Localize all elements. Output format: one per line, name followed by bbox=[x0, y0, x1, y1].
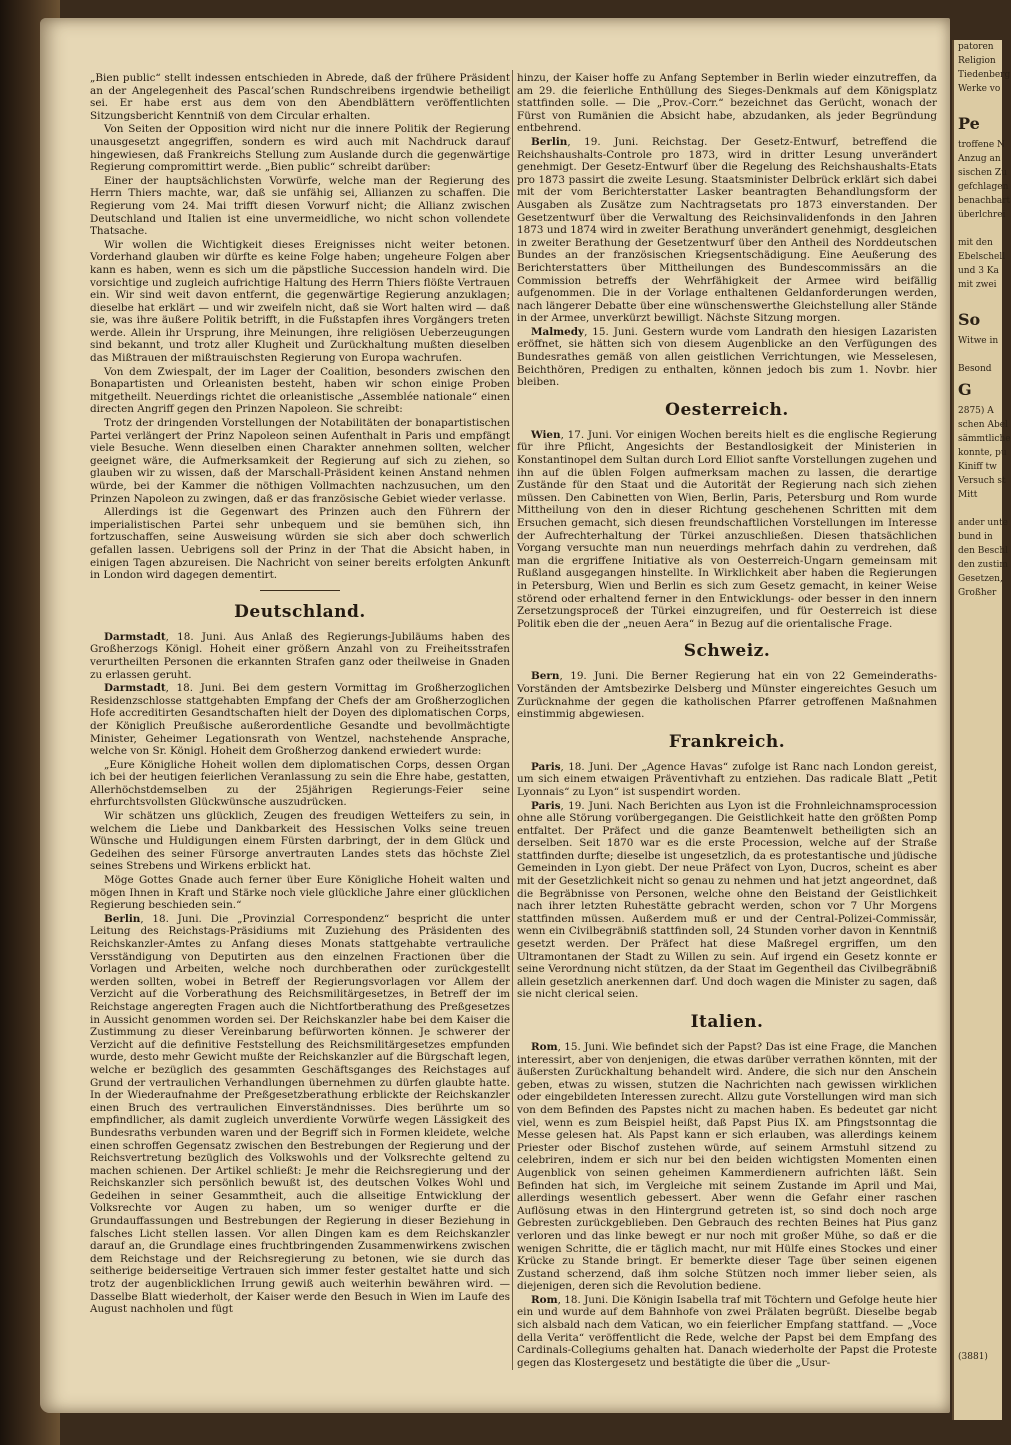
adjacent-page-fragment: So bbox=[958, 310, 981, 329]
adjacent-page-fragment bbox=[954, 96, 1002, 110]
corner-mark: (3881) bbox=[958, 1352, 988, 1362]
article-paragraph: „Bien public“ stellt indessen entschieden in Abrede, daß der frühere Präsident an der Angelegenheit des Pascal’schen Rundschreibens irgendwie betheiligt sei. Er habe erst aus dem von den Abendblättern veröffentlichten Sitzungsbericht Kenntniß von dem Circular erhalten. bbox=[90, 72, 510, 122]
adjacent-page-fragment: und 3 Ka bbox=[958, 266, 999, 276]
adjacent-page-fragment: schen Abel bbox=[958, 420, 1008, 430]
article-paragraph: Wir schätzen uns glücklich, Zeugen des freudigen Wetteifers zu sein, in welchem die Liebe und Dankbarkeit des Hessischen Volks seine treuen Wünsche und Huldigungen einem Fürsten darbringt, der in dem Glück und Gedeihen des seiner Fürsorge anvertrauten Landes stets das höchste Ziel seines Strebens und Wirkens erblickt hat. bbox=[90, 810, 510, 873]
article-paragraph: Malmedy, 15. Juni. Gestern wurde vom Landrath den hiesigen Lazaristen eröffnet, sie hätten sich von diesem Augenblicke an den Verfügungen des Bundesrathes gemäß von allen geistlichen Verrichtungen, wie Messelesen, Beichthören, Predigen zu enthalten, können jedoch bis zum 1. Novbr. hier bleiben. bbox=[517, 325, 937, 389]
article-paragraph: Bern, 19. Juni. Die Berner Regierung hat ein von 22 Gemeinderaths-Vorständen der Amtsbezirke Delsberg und Münster eingereichtes Gesuch um Zurücknahme der gegen die katholischen Pfarrer getroffenen Maßnahmen einstimmig abgewiesen. bbox=[517, 670, 937, 721]
dateline: Rom bbox=[531, 1293, 558, 1306]
left-bottom-paragraphs bbox=[90, 631, 510, 1316]
right-top-paragraphs bbox=[517, 72, 937, 389]
section-title-frankreich: Frankreich. bbox=[668, 731, 786, 752]
article-paragraph: Darmstadt, 18. Juni. Aus Anlaß des Regierungs-Jubiläums haben des Großherzogs Königl. Hoheit einer größern Anzahl von zu Freiheitsstrafen verurtheilten Personen die erkannten Strafen ganz oder theilweise in Gnaden zu erlassen geruht. bbox=[90, 630, 510, 681]
article-paragraph: Allerdings ist die Gegenwart des Prinzen auch den Führern der imperialistischen Partei sehr unbequem und sie bemühen sich, ihn fortzuschaffen, seine Ausweisung würden sie sich aber doch schwerlich gefallen lassen. Uebrigens soll der Prinz in der That die Absicht haben, in einigen Tagen abzureisen. Die Nachricht von seiner bereits erfolgten Ankunft in London wird dagegen dementirt. bbox=[90, 506, 510, 582]
article-paragraph: Möge Gottes Gnade auch ferner über Eure Königliche Hoheit walten und mögen Ihnen in Kraft und Stärke noch viele glückliche Jahre einer glücklichen Regierung beschieden sein.“ bbox=[90, 874, 510, 912]
dateline: Berlin bbox=[531, 135, 568, 148]
adjacent-page-fragment: gefchlagen bbox=[958, 182, 1009, 192]
article-paragraph: Darmstadt, 18. Juni. Bei dem gestern Vormittag im Großherzoglichen Residenzschlosse stattgehabten Empfang der Chefs der am Großherzoglichen Hofe accreditirten Gesandtschaften hielt der Doyen des diplomatischen Corps, der Königlich Preußische außerordentliche Gesandte und bevollmächtigte Minister, Geheimer Legationsrath von Wentzel, nachstehende Ansprache, welche von Sr. Königl. Hoheit dem Großherzog dankend erwiedert wurde: bbox=[90, 682, 510, 758]
dateline: Malmedy bbox=[531, 325, 585, 338]
right-column bbox=[517, 72, 937, 1370]
adjacent-page-fragment: Religion bbox=[958, 56, 996, 66]
adjacent-page-fragment: benachbart bbox=[958, 196, 1011, 206]
schweiz-paragraphs bbox=[517, 670, 937, 720]
adjacent-page-fragment: Versuch st bbox=[958, 476, 1006, 486]
article-paragraph: Von dem Zwiespalt, der im Lager der Coalition, besonders zwischen den Bonapartisten und Orleanisten besteht, haben wir schon einige Proben mitgetheilt. Neuerdings richtet die orleanistische „Assemblée nationale“ einen directen Angriff gegen den Prinzen Napoleon. Sie schreibt: bbox=[90, 365, 510, 416]
section-divider bbox=[260, 590, 340, 591]
dateline: Paris bbox=[531, 760, 561, 773]
section-title-schweiz: Schweiz. bbox=[683, 641, 771, 662]
adjacent-page-fragment: mit den bbox=[958, 238, 993, 248]
adjacent-page-fragment: den Beschl bbox=[958, 546, 1009, 556]
adjacent-page-fragment bbox=[954, 222, 1002, 236]
dateline: Bern bbox=[531, 670, 560, 683]
left-column bbox=[90, 72, 510, 1317]
italien-paragraphs bbox=[517, 1041, 937, 1369]
article-paragraph: Rom, 15. Juni. Wie befindet sich der Papst? Das ist eine Frage, die Manchen interessirt, aber von denjenigen, die etwas darüber verrathen könnten, mit der äußersten Zurückhaltung behandelt wird. Andere, die sich nur den Anschein geben, etwas zu wissen, stutzen die Nachrichten nach gewissen wirklichen oder eingebildeten Interessen zurecht. Allzu gute Vorstellungen wird man sich von dem Befinden des Papstes nicht zu machen haben. Es bedeutet gar nicht viel, wenn es zum Beispiel heißt, daß Papst Pius IX. am Pfingstsonntag die Messe gelesen hat. Als Papst kann er sich erlauben, was allerdings keinem Priester oder Bischof zustehen würde, auf seinem Armstuhl sitzend zu celebriren, indem er sich nur bei den beiden wichtigsten Momenten einen Augenblick von seinen geheimen Kammerdienern aufrichten läßt. Sein Befinden hat sich, im Vergleiche mit seinem Zustande im April und Mai, allerdings wesentlich gebessert. Aber wenn die Gefahr einer raschen Auflösung etwas in den Hintergrund getreten ist, so sind doch noch arge Gebresten zurückgeblieben. Den Gebrauch des rechten Beines hat Pius ganz verloren und das linke bewegt er nur noch mit großer Mühe, so daß er die wenigen Schritte, die er täglich macht, nur mit Hülfe eines Stockes und einer Krücke zu Stande bringt. Er bemerkte dieser Tage über seinen eigenen Zustand scherzend, daß ihm solche Stützen noch immer lieber seien, als diejenigen, deren sich die Revolution bediene. bbox=[517, 1041, 937, 1293]
article-paragraph: Einer der hauptsächlichsten Vorwürfe, welche man der Regierung des Herrn Thiers machte, war, daß sie unfähig sei, Allianzen zu schaffen. Die Regierung vom 24. Mai trifft diesen Vorwurf nicht; die Allianz zwischen Deutschland und Italien ist eine unvermeidliche, wo nicht schon vollendete Thatsache. bbox=[90, 174, 510, 238]
adjacent-page-fragment: Mitt bbox=[958, 490, 978, 500]
oesterreich-paragraphs bbox=[517, 429, 937, 631]
adjacent-page-fragment: Besond bbox=[958, 364, 992, 374]
section-title-oesterreich: Oesterreich. bbox=[665, 399, 789, 420]
article-paragraph: Wir wollen die Wichtigkeit dieses Ereignisses nicht weiter betonen. Vorderhand glauben wir dürfte es keine Folge haben; ungeheure Folgen aber kann es haben, wenn es sich um die päpstliche Succession handeln wird. Die vorsichtige und zugleich aufrichtige Haltung des Herrn Thiers flößte Vertrauen ein. Wir sind weit davon entfernt, die gegenwärtige Regierung anzuklagen; dieselbe hat erklärt — und wir zweifeln nicht, daß sie Wort halten wird — daß sie, was ihre äußere Politik betrifft, in die Fußstapfen ihres Vorgängers treten werde. Allein ihr Ursprung, ihre Meinungen, ihre religiösen Ueberzeugungen sind bekannt, und trotz aller Klugheit und Zurückhaltung mußten dieselben das Mißtrauen der mißtrauischsten Regierung von Europa wachrufen. bbox=[90, 238, 510, 365]
adjacent-page-fragment: den zustim bbox=[958, 560, 1008, 570]
adjacent-page-fragment bbox=[954, 292, 1002, 306]
adjacent-page-fragment: mit zwei bbox=[958, 280, 997, 290]
adjacent-page-fragment: Gesetzen, bbox=[958, 574, 1003, 584]
article-paragraph: „Eure Königliche Hoheit wollen dem diplomatischen Corps, dessen Organ ich bei der heutigen feierlichen Veranlassung zu sein die Ehre habe, gestatten, Allerhöchstdemselben zu der 25jährigen Regierungs-Feier seine ehrfurchtsvollsten Glückwünsche auszudrücken. bbox=[90, 758, 510, 809]
adjacent-page-fragment: ander unte bbox=[958, 518, 1008, 528]
article-paragraph: Paris, 19. Juni. Nach Berichten aus Lyon ist die Frohnleichnamsprocession ohne alle Störung vorübergegangen. Die Geistlichkeit hatte den größten Pomp entfaltet. Der Präfect und die ganze Beamtenwelt betheiligten sich an derselben. Seit 1870 war es die erste Procession, welche auf der Straße stattfinden durfte; dieselbe ist ungesetzlich, da es protestantische und jüdische Gemeinden in Lyon giebt. Der neue Präfect von Lyon, Ducros, scheint es aber mit der Gesetzlichkeit nicht so genau zu nehmen und hat jetzt angeordnet, daß die Begräbnisse von Personen, welche ohne den Beistand der Geistlichkeit nach ihrer letzten Ruhestätte gebracht werden, schon vor 7 Uhr Morgens stattfinden müssen. Außerdem muß er und der Central-Polizei-Commissär, wenn ein Civilbegräbniß stattfinden soll, 24 Stunden vorher davon in Kenntniß gesetzt werden. Der Präfect hat diese Maßregel ergriffen, um den Ultramontanen der Stadt zu Willen zu sein. Auf irgend ein Gesetz konnte er seine Verordnung nicht stützen, da der Staat im Gegentheil das Civilbegräbniß allein gesetzlich anerkennen darf. Und doch wagen die Minister zu sagen, daß sie nicht clerical seien. bbox=[517, 799, 937, 1001]
dateline: Rom bbox=[531, 1041, 558, 1053]
article-paragraph: Berlin, 18. Juni. Die „Provinzial Correspondenz“ bespricht die unter Leitung des Reichstags-Präsidiums mit Zuziehung des Präsidenten des Reichskanzler-Amtes zu Anfang dieses Monats stattgehabte vertrauliche Versständigung von Deputirten aus den einzelnen Fractionen über die Vorlagen und Arbeiten, welche noch durchberathen oder zurückgestellt werden sollten, wobei in Betreff der Regierungsvorlagen vor Allem der Verzicht auf die Vorberathung des Reichsmilitärgesetzes, in Betreff der im Reichstage angeregten Fragen auch die Nichtfortberathung des Preßgesetzes in Aussicht genommen worden sei. Der Reichskanzler habe bei dem Kaiser die Zustimmung zu dieser Vereinbarung befürworten können. Je schwerer der Verzicht auf die definitive Feststellung des Reichsmilitärgesetzes empfunden wurde, desto mehr Gewicht mußte der Reichskanzler auf die Bürgschaft legen, welche er bezüglich des gesammten Geschäftsganges des Reichstages auf Grund der vertraulichen Verhandlungen übernehmen zu dürfen glaubte hatte. In der Wiederaufnahme der Preßgesetzberathung erblickte der Reichskanzler einen Bruch des vertraulichen Einverständnisses. Dies berührte um so empfindlicher, als damit zugleich unverdiente Vorwürfe wegen Lässigkeit des Bundesraths verbunden waren und der Begriff sich in Formen kleidete, welche einen schroffen Gegensatz zwischen den Bestrebungen der Regierung und der Reichsvertretung bezüglich des Volkswohls und der Volksrechte geltend zu machen schienen. Der Artikel schließt: Je mehr die Reichsregierung und der Reichskanzler sich persönlich bewußt ist, des deutschen Volkes Wohl und Gedeihen in seiner Gesammtheit, auch die allseitige Entwicklung der Volksrechte vor Augen zu haben, um so weniger durfte er die Grundauffassungen und Bestrebungen der Regierung in dieser Beziehung in falsches Licht stellen lassen. Vor allen Dingen kam es dem Reichskanzler darauf an, die Grundlage eines fruchtbringenden Zusammenwirkens zwischen dem Reichstage und der Reichsregierung zu betonen, wie sie durch das seitherige beiderseitige Vertrauen sich immer fester gestaltet hatte und sich trotz der augenblicklichen Irrung gewiß auch weiterhin bewähren wird. — Dasselbe Blatt wiederholt, der Kaiser werde den Besuch in Wien im Laufe des August nachholen und fügt bbox=[90, 912, 510, 1316]
adjacent-page-edge bbox=[952, 40, 1011, 1420]
adjacent-page-fragments bbox=[954, 40, 1011, 600]
adjacent-page-fragment: Werke vo bbox=[958, 84, 1001, 94]
article-paragraph: Von Seiten der Opposition wird nicht nur die innere Politik der Regierung unausgesetzt angegriffen, sondern es wird auch mit Nachdruck darauf hingewiesen, daß Frankreichs Stellung zum Auslande durch die gegenwärtige Regierung compromittirt werde. „Bien public“ schreibt darüber: bbox=[90, 123, 510, 174]
adjacent-page-fragment: bund in bbox=[958, 532, 993, 542]
adjacent-page-fragment: G bbox=[958, 380, 972, 399]
dateline: Paris bbox=[531, 799, 561, 812]
column-divider bbox=[512, 70, 513, 1370]
adjacent-page-fragment: Kiniff tw bbox=[958, 462, 997, 472]
article-paragraph: hinzu, der Kaiser hoffe zu Anfang September in Berlin wieder einzutreffen, da am 29. die feierliche Enthüllung des Sieges-Denkmals auf dem Königsplatz stattfinden solle. — Die „Prov.-Corr.“ bezeichnet das Gerücht, wonach der Fürst von Rumänien die Absicht habe, abzudanken, als jeder Begründung entbehrend. bbox=[517, 72, 937, 135]
article-paragraph: Wien, 17. Juni. Vor einigen Wochen bereits hielt es die englische Regierung für ihre Pflicht, Angesichts der Bestandlosigkeit der Ministerien in Konstantinopel dem Sultan durch Lord Elliot sanfte Vorstellungen zugehen und ihn auf die üblen Folgen aufmerksam machen zu lassen, die derartige Zustände für den Staat und die Autorität der Regierung nach sich ziehen müssen. Den Cabinetten von Wien, Berlin, Paris, Petersburg und Rom wurde Mittheilung von den in dieser Richtung geschehenen Schritten mit dem Ersuchen gemacht, sich diesen freundschaftlichen Vorstellungen im Interesse der Aufrechterhaltung der Türkei anzuschließen. Diesen thatsächlichen Vorgang versuchte man nun neuerdings mehrfach dahin zu verdrehen, daß man die ergriffene Initiative als von Oesterreich-Ungarn gemeinsam mit Rußland ausgegangen hinstellte. In Wirklichkeit aber haben die Regierungen in Petersburg, Wien und Berlin es sich zum Gesetz gemacht, in keiner Weise störend oder erhaltend ferner in den Entwicklungs- oder besser in den innern Zersetzungsproceß der Türkei einzugreifen, und für Oesterreich ist diese Politik eben die der „neuen Aera“ in Bezug auf die orientalische Frage. bbox=[517, 428, 937, 630]
section-title-italien: Italien. bbox=[690, 1012, 764, 1032]
adjacent-page-fragment: troffene N bbox=[958, 140, 1005, 150]
adjacent-page-fragment bbox=[954, 502, 1002, 516]
article-paragraph: Rom, 18. Juni. Die Königin Isabella traf mit Töchtern und Gefolge heute hier ein und wurde auf dem Bahnhofe von zwei Prälaten begrüßt. Dieselbe begab sich alsbald nach dem Vatican, wo ein feierlicher Empfang stattfand. — „Voce della Verita“ veröffentlicht die Rede, welche der Papst bei dem Empfang des Cardinals-Collegiums gehalten hat. Danach wiederholte der Papst die Proteste gegen das Klostergesetz und bestätigte die über die „Usur- bbox=[517, 1293, 937, 1369]
section-title-deutschland: Deutschland. bbox=[234, 601, 366, 622]
adjacent-page-fragment: sischen Zu bbox=[958, 168, 1007, 178]
adjacent-page-fragment: Großher bbox=[958, 588, 997, 598]
adjacent-page-fragment: Pe bbox=[958, 114, 980, 133]
article-paragraph: Trotz der dringenden Vorstellungen der Notabilitäten der bonapartistischen Partei verlängert der Prinz Napoleon seinen Aufenthalt in Paris und empfängt viele Besuche. Wenn dieselben einen Charakter annehmen sollten, welcher geeignet wäre, die Aufmerksamkeit der Regierung auf sich zu ziehen, so glauben wir zu wissen, daß der Marschall-Präsident keinen Anstand nehmen würde, bei der Kammer die nöthigen Vollmachten nachzusuchen, um den Prinzen Napoleon zu zwingen, daß er das französische Gebiet wieder verlasse. bbox=[90, 417, 510, 505]
adjacent-page-fragment: 2875) A bbox=[958, 406, 994, 416]
dateline: Darmstadt bbox=[104, 682, 166, 695]
article-paragraph: Berlin, 19. Juni. Reichstag. Der Gesetz-Entwurf, betreffend die Reichshaushalts-Controle pro 1873, wird in dritter Lesung unverändert genehmigt. Der Gesetz-Entwurf über die Regelung des Reichshaushalts-Etats pro 1873 passirt die zweite Lesung. Staatsminister Delbrück erklärt sich dabei mit der vom Berichterstatter Lasker beantragten Behandlungsform der Ausgaben als Zusätze zum Nachtragsetats pro 1873 einverstanden. Der Gesetzentwurf über die Verwaltung des Reichsinvalidenfonds in den Jahren 1873 und 1874 wird in zweiter Berathung unverändert genehmigt, desgleichen in zweiter Berathung der Gesetzentwurf über den Antheil des Norddeutschen Bundes an der französischen Kriegsentschädigung. Eine Aeußerung des Berichterstatters über Mittheilungen des Bundescommissärs an die Commission betreffs der Wehrfähigkeit der Armee wird beifällig aufgenommen. Die in der Vorlage enthaltenen Geldanforderungen werden, nach längerer Debatte über eine wünschenswerthe Gleichstellung aller Stände in der Armee, unverkürzt bewilligt. Nächste Sitzung morgen. bbox=[517, 135, 937, 325]
adjacent-page-fragment: Anzug an bbox=[958, 154, 1001, 164]
dateline: Darmstadt bbox=[104, 630, 166, 643]
adjacent-page-fragment bbox=[954, 348, 1002, 362]
dateline: Berlin bbox=[104, 912, 141, 925]
adjacent-page-fragment: Ebelschell bbox=[958, 252, 1006, 262]
article-paragraph: Paris, 18. Juni. Der „Agence Havas“ zufolge ist Ranc nach London gereist, um sich einem etwaigen Präventivhaft zu entziehen. Das radicale Blatt „Petit Lyonnais“ zu Lyon“ ist suspendirt worden. bbox=[517, 760, 937, 798]
left-top-paragraphs bbox=[90, 72, 510, 582]
adjacent-page-fragment: patoren bbox=[958, 42, 994, 52]
adjacent-page-fragment: überlchrei bbox=[958, 210, 1006, 220]
adjacent-page-fragment: Witwe in bbox=[958, 336, 999, 346]
adjacent-page-fragment: konnte, pu bbox=[958, 448, 1007, 458]
frankreich-paragraphs bbox=[517, 761, 937, 1001]
adjacent-page-fragment: sämmtliche bbox=[958, 434, 1011, 444]
adjacent-page-fragment: Tiedenberg bbox=[958, 70, 1011, 80]
dateline: Wien bbox=[531, 428, 561, 441]
